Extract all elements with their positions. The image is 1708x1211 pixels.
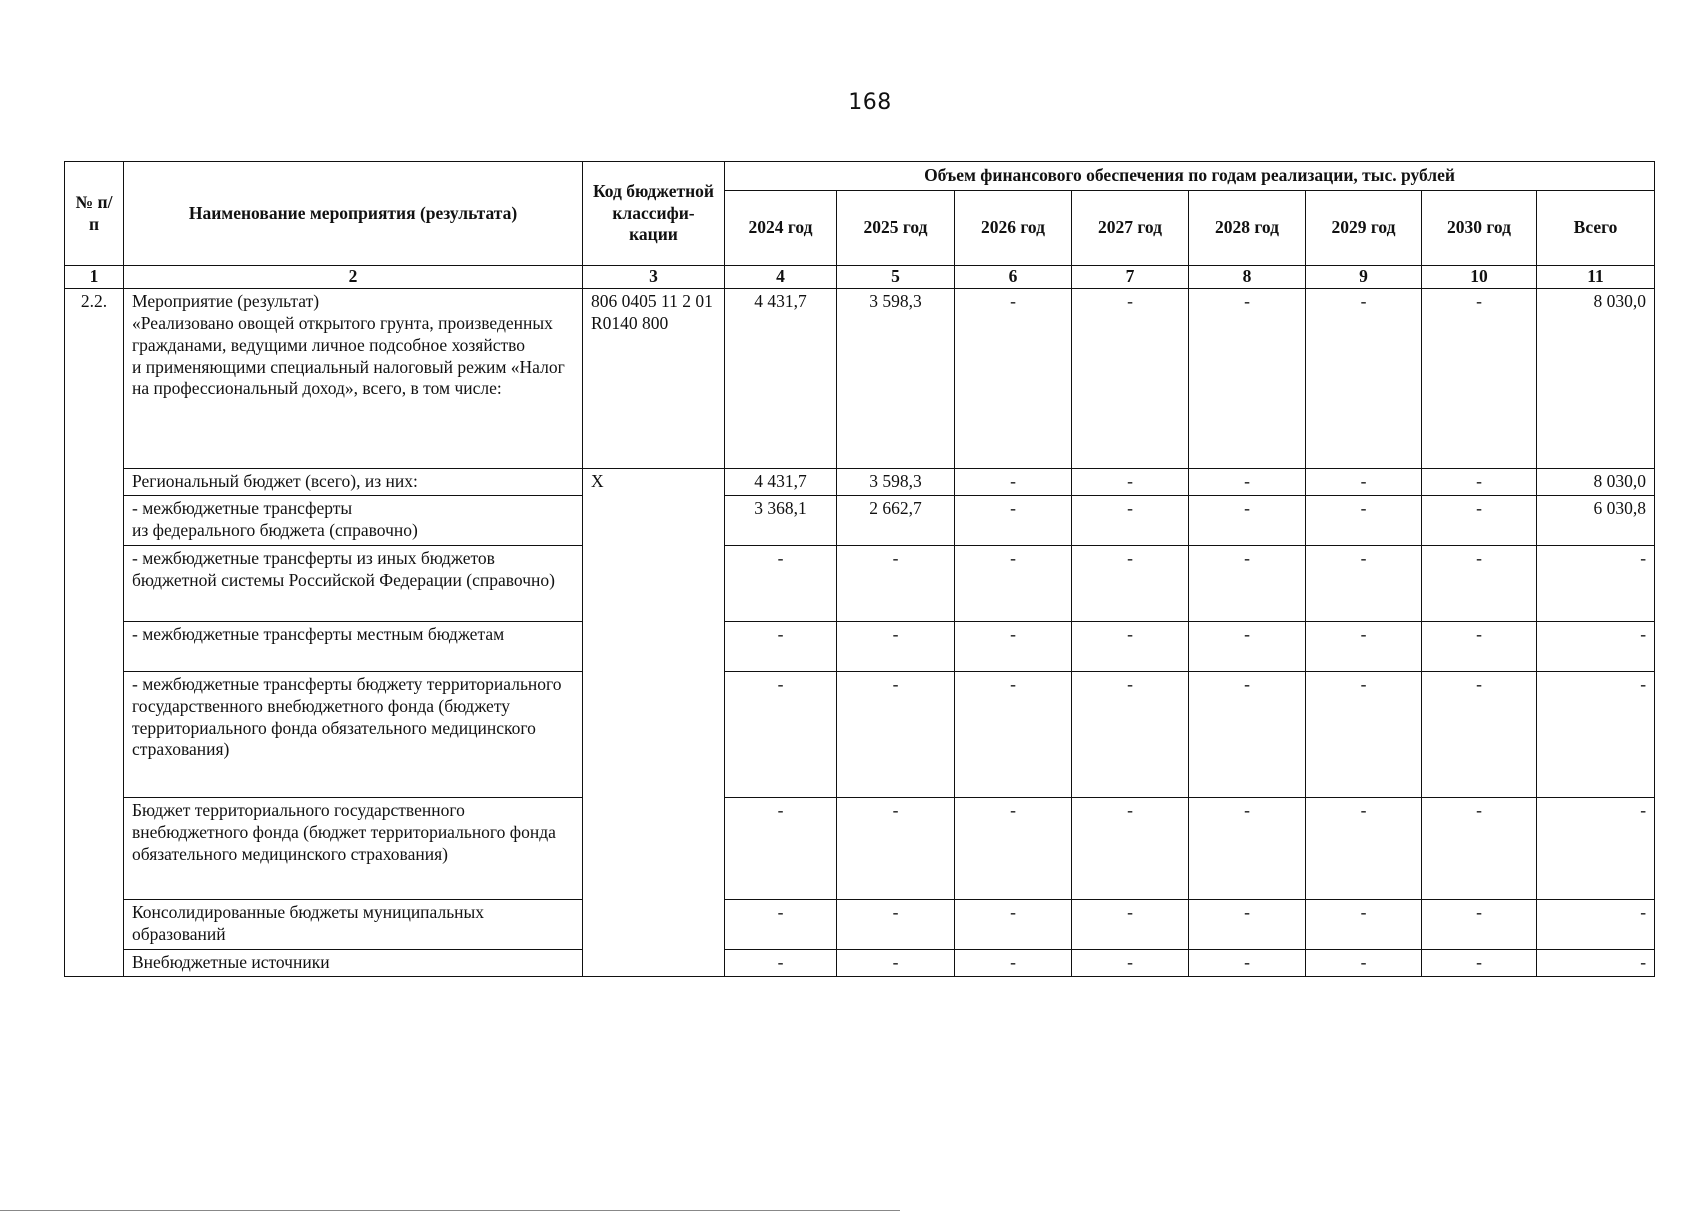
header-volume: Объем финансового обеспечения по годам реализации, тыс. рублей: [725, 162, 1655, 191]
value-cell: -: [1072, 949, 1189, 976]
header-code: Код бюджетной классифи-кации: [583, 162, 725, 266]
value-cell: -: [1422, 671, 1537, 797]
header-year: 2024 год: [725, 191, 837, 266]
value-cell: -: [955, 899, 1072, 949]
value-cell: 2 662,7: [837, 495, 955, 545]
header-year: 2028 год: [1189, 191, 1306, 266]
value-cell: -: [1306, 621, 1422, 671]
table-row: [65, 468, 1655, 495]
total-cell: -: [1537, 797, 1655, 899]
table-row: [65, 288, 1655, 468]
header-year: 2027 год: [1072, 191, 1189, 266]
column-number: 6: [955, 266, 1072, 289]
total-cell: 8 030,0: [1537, 468, 1655, 495]
value-cell: -: [1422, 468, 1537, 495]
value-cell: -: [1306, 495, 1422, 545]
column-number: 9: [1306, 266, 1422, 289]
column-number-row: [65, 266, 1655, 289]
value-cell: -: [955, 288, 1072, 468]
value-cell: -: [1189, 468, 1306, 495]
value-cell: -: [955, 949, 1072, 976]
value-cell: -: [1306, 288, 1422, 468]
table-row: [65, 899, 1655, 949]
value-cell: -: [1189, 288, 1306, 468]
header-year: 2026 год: [955, 191, 1072, 266]
row-name: Мероприятие (результат) «Реализовано овощей открытого грунта, произведенных гражданами, ведущими личное подсобное хозяйство и применяющими специальный налоговый режим «Налог на профессиональный доход», всего, в том числе:: [124, 288, 583, 468]
row-name: - межбюджетные трансферты из федерального бюджета (справочно): [124, 495, 583, 545]
value-cell: -: [725, 949, 837, 976]
value-cell: -: [1306, 899, 1422, 949]
value-cell: -: [1189, 495, 1306, 545]
value-cell: -: [1072, 288, 1189, 468]
header-year: 2029 год: [1306, 191, 1422, 266]
column-number: 4: [725, 266, 837, 289]
value-cell: -: [1072, 671, 1189, 797]
column-number: 1: [65, 266, 124, 289]
value-cell: -: [1189, 671, 1306, 797]
value-cell: -: [837, 797, 955, 899]
column-number: 7: [1072, 266, 1189, 289]
value-cell: 3 598,3: [837, 468, 955, 495]
value-cell: -: [1306, 949, 1422, 976]
value-cell: -: [1422, 495, 1537, 545]
total-cell: -: [1537, 949, 1655, 976]
value-cell: -: [1422, 621, 1537, 671]
value-cell: -: [1422, 797, 1537, 899]
header-name: Наименование мероприятия (результата): [124, 162, 583, 266]
row-name: - межбюджетные трансферты бюджету территориального государственного внебюджетного фонда (бюджету территориального фонда обязательного медицинского страхования): [124, 671, 583, 797]
table-row: [65, 621, 1655, 671]
value-cell: -: [1072, 621, 1189, 671]
value-cell: -: [955, 545, 1072, 621]
column-number: 11: [1537, 266, 1655, 289]
table-row: [65, 545, 1655, 621]
value-cell: -: [837, 545, 955, 621]
financing-table: [64, 161, 1655, 977]
table-row: [65, 495, 1655, 545]
value-cell: 4 431,7: [725, 468, 837, 495]
item-number: 2.2.: [65, 288, 124, 976]
row-name: Консолидированные бюджеты муниципальных образований: [124, 899, 583, 949]
total-cell: -: [1537, 671, 1655, 797]
value-cell: -: [955, 468, 1072, 495]
budget-code: 806 0405 11 2 01 R0140 800: [583, 288, 725, 468]
value-cell: -: [955, 797, 1072, 899]
value-cell: -: [1189, 949, 1306, 976]
value-cell: -: [955, 671, 1072, 797]
value-cell: -: [837, 899, 955, 949]
value-cell: -: [837, 621, 955, 671]
value-cell: -: [1072, 797, 1189, 899]
value-cell: -: [955, 621, 1072, 671]
value-cell: -: [725, 671, 837, 797]
value-cell: -: [1072, 468, 1189, 495]
total-cell: -: [1537, 899, 1655, 949]
table-row: [65, 671, 1655, 797]
column-number: 10: [1422, 266, 1537, 289]
value-cell: 3 368,1: [725, 495, 837, 545]
total-cell: 8 030,0: [1537, 288, 1655, 468]
value-cell: -: [1189, 621, 1306, 671]
header-year: 2025 год: [837, 191, 955, 266]
value-cell: -: [725, 899, 837, 949]
row-name: - межбюджетные трансферты местным бюджетам: [124, 621, 583, 671]
value-cell: -: [725, 621, 837, 671]
column-number: 3: [583, 266, 725, 289]
value-cell: -: [725, 545, 837, 621]
value-cell: -: [1422, 949, 1537, 976]
value-cell: -: [1072, 495, 1189, 545]
page-number: 168: [848, 90, 892, 115]
value-cell: -: [837, 949, 955, 976]
value-cell: -: [1422, 288, 1537, 468]
row-name: Бюджет территориального государственного внебюджетного фонда (бюджет территориального фонда обязательного медицинского страхования): [124, 797, 583, 899]
value-cell: -: [725, 797, 837, 899]
total-cell: -: [1537, 545, 1655, 621]
budget-code: X: [583, 468, 725, 976]
table-row: [65, 949, 1655, 976]
row-name: - межбюджетные трансферты из иных бюджетов бюджетной системы Российской Федерации (справочно): [124, 545, 583, 621]
value-cell: -: [1189, 545, 1306, 621]
column-number: 8: [1189, 266, 1306, 289]
table-row: [65, 797, 1655, 899]
value-cell: -: [1306, 468, 1422, 495]
column-number: 2: [124, 266, 583, 289]
value-cell: -: [1189, 797, 1306, 899]
value-cell: -: [1072, 545, 1189, 621]
row-name: Внебюджетные источники: [124, 949, 583, 976]
value-cell: -: [1422, 545, 1537, 621]
value-cell: -: [955, 495, 1072, 545]
value-cell: -: [837, 671, 955, 797]
value-cell: -: [1072, 899, 1189, 949]
value-cell: 4 431,7: [725, 288, 837, 468]
header-year: 2030 год: [1422, 191, 1537, 266]
header-total: Всего: [1537, 191, 1655, 266]
header-num: № п/п: [65, 162, 124, 266]
value-cell: -: [1189, 899, 1306, 949]
total-cell: 6 030,8: [1537, 495, 1655, 545]
value-cell: -: [1306, 797, 1422, 899]
value-cell: -: [1306, 671, 1422, 797]
value-cell: -: [1422, 899, 1537, 949]
column-number: 5: [837, 266, 955, 289]
value-cell: -: [1306, 545, 1422, 621]
value-cell: 3 598,3: [837, 288, 955, 468]
total-cell: -: [1537, 621, 1655, 671]
header-row: [65, 162, 1655, 191]
row-name: Региональный бюджет (всего), из них:: [124, 468, 583, 495]
